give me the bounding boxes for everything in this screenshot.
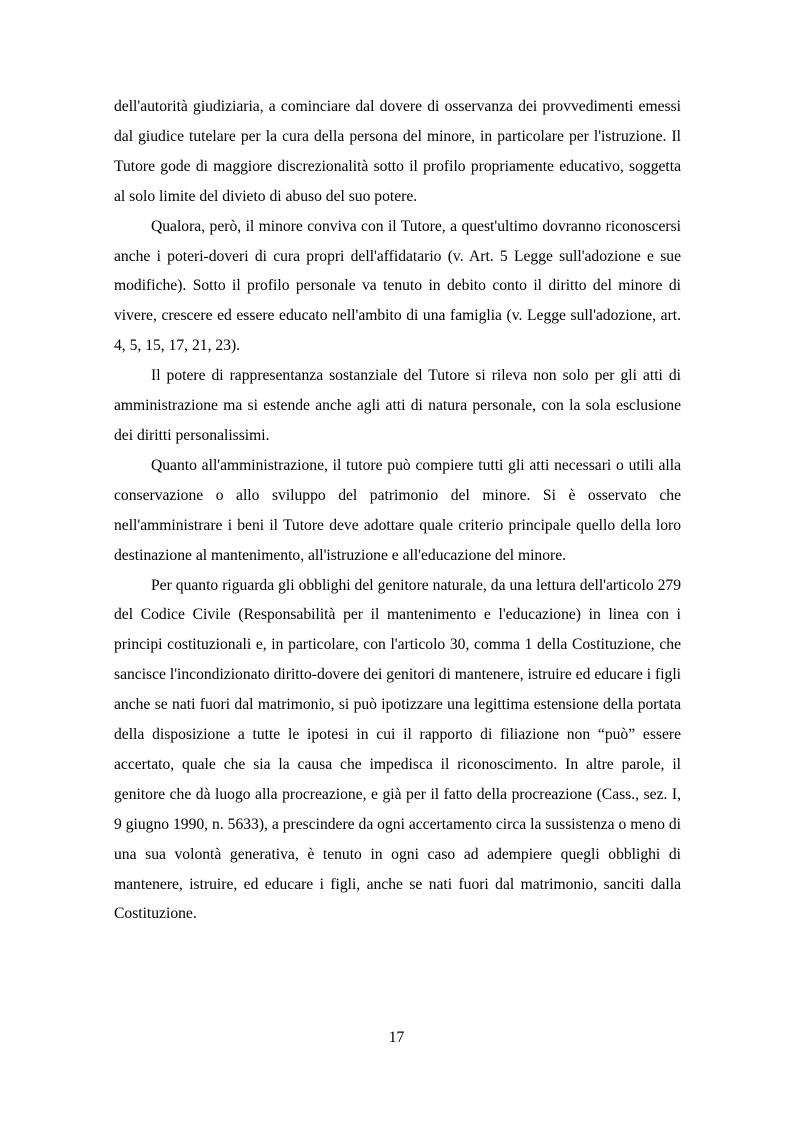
paragraph-genitore-naturale: Per quanto riguarda gli obblighi del genitore naturale, da una lettura dell'articolo 279 del Codice Civile (Responsabilità per il mantenimento e l'educazione) in linea con i principi costituzionali e, in particolare, con l'articolo 30, comma 1 della Costituzione, che sancisce l'incondizionato diritto-dovere dei genitori di mantenere, istruire ed educare i figli anche se nati fuori dal matrimonio, si può ipotizzare una legittima estensione della portata della disposizione a tutte le ipotesi in cui il rapporto di filiazione non “può” essere accertato, quale che sia la causa che impedisca il riconoscimento. In altre parole, il genitore che dà luogo alla procreazione, e già per il fatto della procreazione (Cass., sez. I, 9 giugno 1990, n. 5633), a prescindere da ogni accertamento circa la sussistenza o meno di una sua volontà generativa, è tenuto in ogni caso ad adempiere quegli obblighi di mantenere, istruire, ed educare i figli, anche se nati fuori dal matrimonio, sanciti dalla Costituzione. — [114, 576, 681, 923]
paragraph-rappresentanza: Il potere di rappresentanza sostanziale del Tutore si rileva non solo per gli atti di amministrazione ma si estende anche agli atti di natura personale, con la sola esclusione dei diritti personalissimi. — [114, 367, 681, 444]
paragraph-amministrazione: Quanto all'amministrazione, il tutore può compiere tutti gli atti necessari o utili alla conservazione o allo sviluppo del patrimonio del minore. Si è osservato che nell'amministrare i beni il Tutore deve adottare quale criterio principale quello della loro destinazione al mantenimento, all'istruzione e all'educazione del minore. — [114, 456, 681, 564]
page-number: 17 — [388, 1029, 405, 1046]
paragraph-continuation: dell'autorità giudiziaria, a cominciare dal dovere di osservanza dei provvedimenti emessi dal giudice tutelare per la cura della persona del minore, in particolare per l'istruzione. Il Tutore gode di maggiore discrezionalità sotto il profilo propriamente educativo, soggetta al solo limite del divieto di abuso del suo potere. — [114, 98, 681, 205]
document-body — [114, 92, 681, 929]
paragraph-tutore-convivenza: Qualora, però, il minore conviva con il Tutore, a quest'ultimo dovranno riconoscersi anche i poteri-doveri di cura propri dell'affidatario (v. Art. 5 Legge sull'adozione e sue modifiche). Sotto il profilo personale va tenuto in debito conto il diritto del minore di vivere, crescere ed essere educato nell'ambito di una famiglia (v. Legge sull'adozione, art. 4, 5, 15, 17, 21, 23). — [114, 217, 681, 355]
